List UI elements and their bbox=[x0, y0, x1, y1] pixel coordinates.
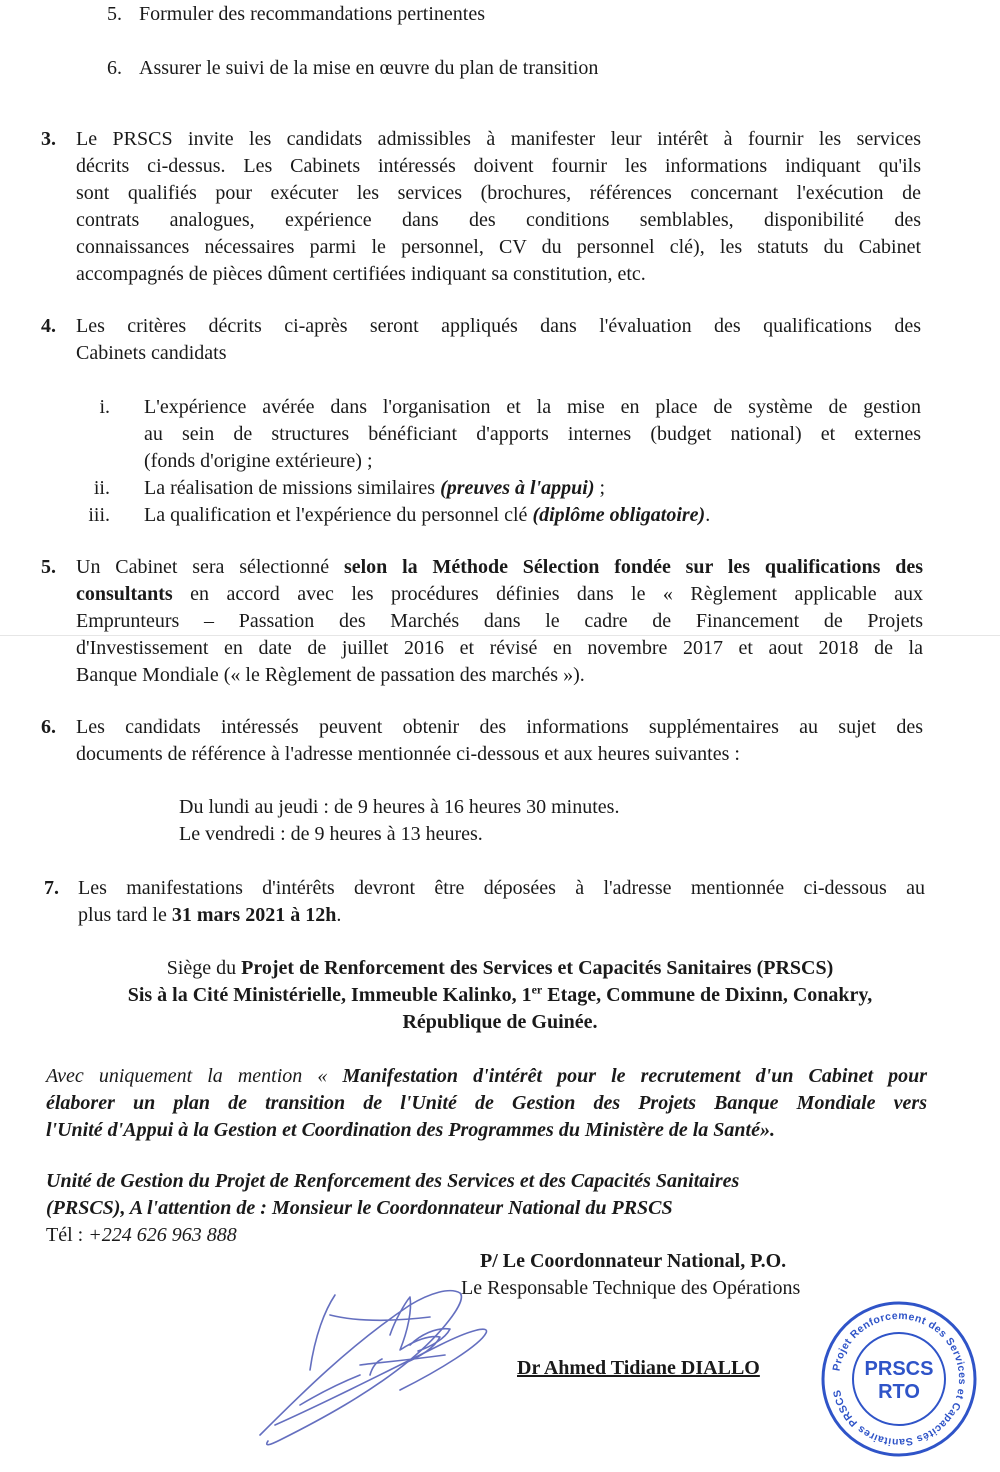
top-list-item-5: 5. Formuler des recommandations pertinentes bbox=[107, 3, 486, 25]
signatory-name: Dr Ahmed Tidiane DIALLO bbox=[517, 1357, 760, 1379]
section-7-paragraph: Les manifestations d'intérêts devront être déposées à l'adresse mentionnée ci-dessous au plus tard le 31 mars 2021 à 12h. bbox=[78, 877, 925, 926]
criterion-i-number: i. bbox=[99, 396, 110, 418]
section-7-number: 7. bbox=[44, 877, 59, 899]
criterion-iii-number: iii. bbox=[88, 504, 110, 526]
section-3-paragraph: Le PRSCS invite les candidats admissibles à manifester leur intérêt à fournir les services décrits ci-dessus. Les Cabinets intéressés doivent fournir les informations indiquant qu'ils sont qualifiés pour exécuter les services (brochures, références concernant l'exécution de contrats analogues, expérience dans des conditions semblables, disponibilité des connaissances nécessaires parmi le personnel, CV du personnel clé), les statuts du Cabinet accompagnés de pièces dûment certifiées indiquant sa constitution, etc. bbox=[76, 128, 921, 285]
section-4-paragraph: Les critères décrits ci-après seront appliqués dans l'évaluation des qualifications des Cabinets candidats bbox=[76, 315, 921, 364]
address-block: Siège du Projet de Renforcement des Services et Capacités Sanitaires (PRSCS) Sis à la Cité Ministérielle, Immeuble Kalinko, 1er Etage, Commune de Dixinn, Conakry, République de Guinée. bbox=[127, 957, 873, 1033]
stamp-center-top: PRSCS bbox=[864, 1358, 934, 1380]
stamp-ring-text: Projet Renforcement des Services et Capacités Sanitaires PRSCS bbox=[830, 1309, 969, 1449]
unit-block: Unité de Gestion du Projet de Renforcement des Services et des Capacités Sanitaires (PRSCS), A l'attention de : Monsieur le Coordonnateur National du PRSCS bbox=[46, 1170, 740, 1219]
criterion-ii-text: La réalisation de missions similaires (preuves à l'appui) ; bbox=[144, 477, 606, 499]
stamp-center-bottom: RTO bbox=[878, 1381, 920, 1403]
mention-block: Avec uniquement la mention « Manifestation d'intérêt pour le recrutement d'un Cabinet pour élaborer un plan de transition de l'Unité de Gestion des Projets Banque Mondiale vers l'Unité d'Appui à la Gestion et Coordination des Programmes du Ministère de la Santé». bbox=[46, 1065, 927, 1141]
signature-role: Le Responsable Technique des Opérations bbox=[461, 1277, 801, 1299]
criterion-iii-text: La qualification et l'expérience du personnel clé (diplôme obligatoire). bbox=[144, 504, 711, 526]
criterion-ii-number: ii. bbox=[93, 477, 110, 499]
office-hours: Du lundi au jeudi : de 9 heures à 16 heures 30 minutes. Le vendredi : de 9 heures à 13 heures. bbox=[179, 796, 620, 845]
section-3-number: 3. bbox=[41, 128, 56, 150]
official-stamp-icon bbox=[818, 1298, 980, 1460]
telephone-line: Tél : +224 626 963 888 bbox=[46, 1224, 237, 1246]
section-4-number: 4. bbox=[41, 315, 56, 337]
section-6-number: 6. bbox=[41, 716, 56, 738]
signature-title: P/ Le Coordonnateur National, P.O. bbox=[480, 1250, 787, 1272]
section-5-number: 5. bbox=[41, 556, 56, 578]
section-5-paragraph: Un Cabinet sera sélectionné selon la Méthode Sélection fondée sur les qualifications des consultants en accord avec les procédures définies dans le « Règlement applicable aux Emprunteurs – Passation des Marchés dans le cadre de Financement de Projets d'Investissement en date de juillet 2016 et révisé en novembre 2017 et aout 2018 de la Banque Mondiale (« le Règlement de passation des marchés »). bbox=[76, 556, 924, 686]
handwritten-signature-icon bbox=[240, 1275, 540, 1455]
criterion-i-text: L'expérience avérée dans l'organisation et la mise en place de système de gestion au sein de structures bénéficiant d'apports internes (budget national) et externes (fonds d'origine extérieure) ; bbox=[144, 396, 921, 472]
section-6-paragraph: Les candidats intéressés peuvent obtenir des informations supplémentaires au sujet des documents de référence à l'adresse mentionnée ci-dessous et aux heures suivantes : bbox=[76, 716, 923, 765]
top-list-item-6: 6. Assurer le suivi de la mise en œuvre du plan de transition bbox=[107, 57, 599, 79]
